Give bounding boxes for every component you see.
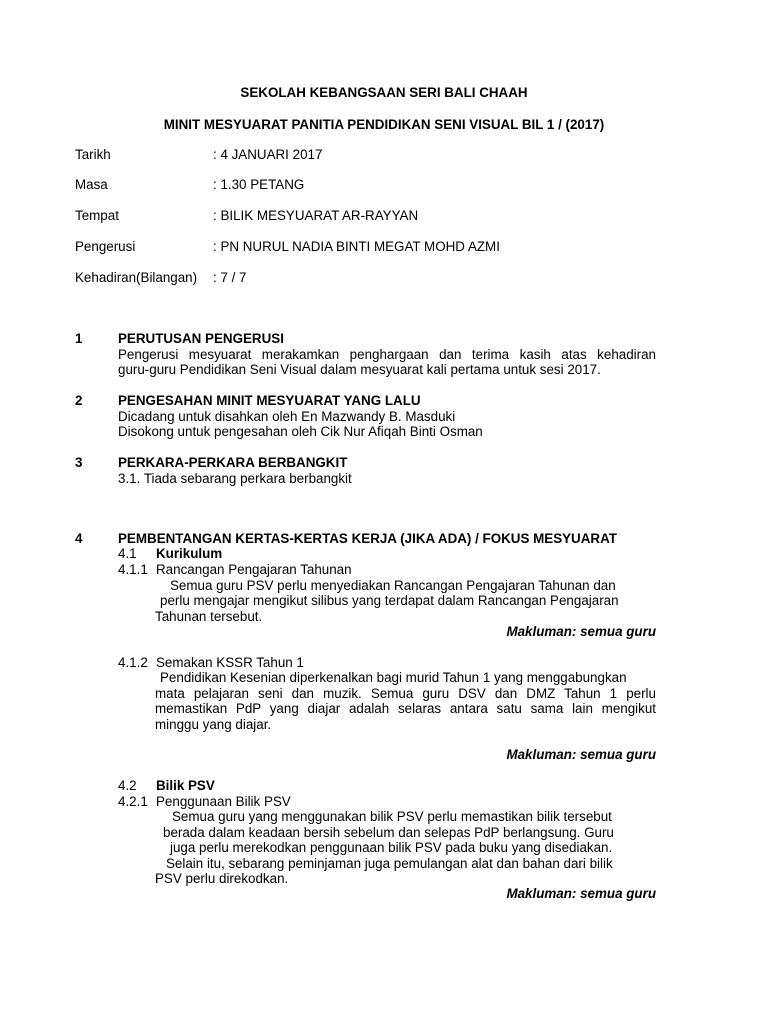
item-body-line: Selain itu, sebarang peminjaman juga pemulangan alat dan bahan dari bilik: [166, 856, 613, 871]
subsection-number: 4.1: [118, 546, 137, 561]
subsection-number: 4.2: [118, 778, 137, 793]
school-name: SEKOLAH KEBANGSAAN SERI BALI CHAAH: [240, 85, 528, 100]
makluman-note: Makluman: semua guru: [506, 624, 656, 639]
makluman-note: Makluman: semua guru: [506, 747, 656, 762]
item-body-line: memastikan PdP yang diajar adalah selaras antara satu sama lain mengikut: [155, 701, 656, 716]
section-heading: PERUTUSAN PENGERUSI: [118, 331, 284, 346]
item-number: 4.1.2: [118, 655, 148, 670]
meta-label-pengerusi: Pengerusi: [75, 239, 136, 254]
makluman-note: Makluman: semua guru: [506, 886, 656, 901]
subsection-title: Kurikulum: [156, 546, 223, 561]
item-body-line: mata pelajaran seni dan muzik. Semua guru DSV dan DMZ Tahun 1 perlu: [155, 686, 656, 701]
meta-value-tarikh: : 4 JANUARI 2017: [213, 147, 323, 162]
item-body-line: Pendidikan Kesenian diperkenalkan bagi murid Tahun 1 yang menggabungkan: [160, 670, 627, 685]
item-body-line: PSV perlu direkodkan.: [155, 871, 289, 886]
item-title: Semakan KSSR Tahun 1: [156, 655, 304, 670]
meta-label-kehadiran: Kehadiran(Bilangan): [75, 270, 198, 285]
subsection-title: Bilik PSV: [156, 778, 215, 793]
meta-label-tarikh: Tarikh: [75, 147, 111, 162]
section-number: 3: [75, 455, 83, 470]
item-body-line: berada dalam keadaan bersih sebelum dan selepas PdP berlangsung. Guru: [163, 825, 614, 840]
item-body-line: Tahunan tersebut.: [155, 609, 263, 624]
section-body-line: Dicadang untuk disahkan oleh En Mazwandy B. Masduki: [118, 409, 456, 424]
section-number: 4: [75, 531, 83, 546]
section-heading: PEMBENTANGAN KERTAS-KERTAS KERJA (JIKA ADA) / FOKUS MESYUARAT: [118, 531, 617, 546]
section-body-line: Disokong untuk pengesahan oleh Cik Nur Afiqah Binti Osman: [118, 424, 483, 439]
meta-value-tempat: : BILIK MESYUARAT AR-RAYYAN: [213, 208, 419, 223]
item-body-line: perlu mengajar mengikut silibus yang terdapat dalam Rancangan Pengajaran: [160, 593, 619, 608]
meta-value-kehadiran: : 7 / 7: [213, 270, 247, 285]
item-body-line: Semua guru yang menggunakan bilik PSV perlu memastikan bilik tersebut: [172, 809, 612, 824]
item-number: 4.1.1: [118, 562, 148, 577]
section-heading: PENGESAHAN MINIT MESYUARAT YANG LALU: [118, 393, 421, 408]
meta-label-tempat: Tempat: [75, 208, 119, 223]
document-title: MINIT MESYUARAT PANITIA PENDIDIKAN SENI VISUAL BIL 1 / (2017): [163, 117, 605, 132]
item-body-line: juga perlu merekodkan penggunaan bilik PSV pada buku yang disediakan.: [170, 840, 613, 855]
item-title: Penggunaan Bilik PSV: [156, 794, 291, 809]
section-heading: PERKARA-PERKARA BERBANGKIT: [118, 455, 348, 470]
item-body-line: Semua guru PSV perlu menyediakan Rancangan Pengajaran Tahunan dan: [170, 578, 616, 593]
item-number: 4.2.1: [118, 794, 148, 809]
meta-value-masa: : 1.30 PETANG: [213, 177, 305, 192]
item-body-line: minggu yang diajar.: [155, 717, 272, 732]
section-body-line: guru-guru Pendidikan Seni Visual dalam mesyuarat kali pertama untuk sesi 2017.: [118, 362, 601, 377]
section-number: 2: [75, 393, 83, 408]
item-title: Rancangan Pengajaran Tahunan: [156, 562, 352, 577]
section-number: 1: [75, 331, 83, 346]
meta-label-masa: Masa: [75, 177, 108, 192]
section-body-line: Pengerusi mesyuarat merakamkan penghargaan dan terima kasih atas kehadiran: [118, 347, 656, 362]
meta-value-pengerusi: : PN NURUL NADIA BINTI MEGAT MOHD AZMI: [213, 239, 500, 254]
section-body-line: 3.1. Tiada sebarang perkara berbangkit: [118, 471, 352, 486]
